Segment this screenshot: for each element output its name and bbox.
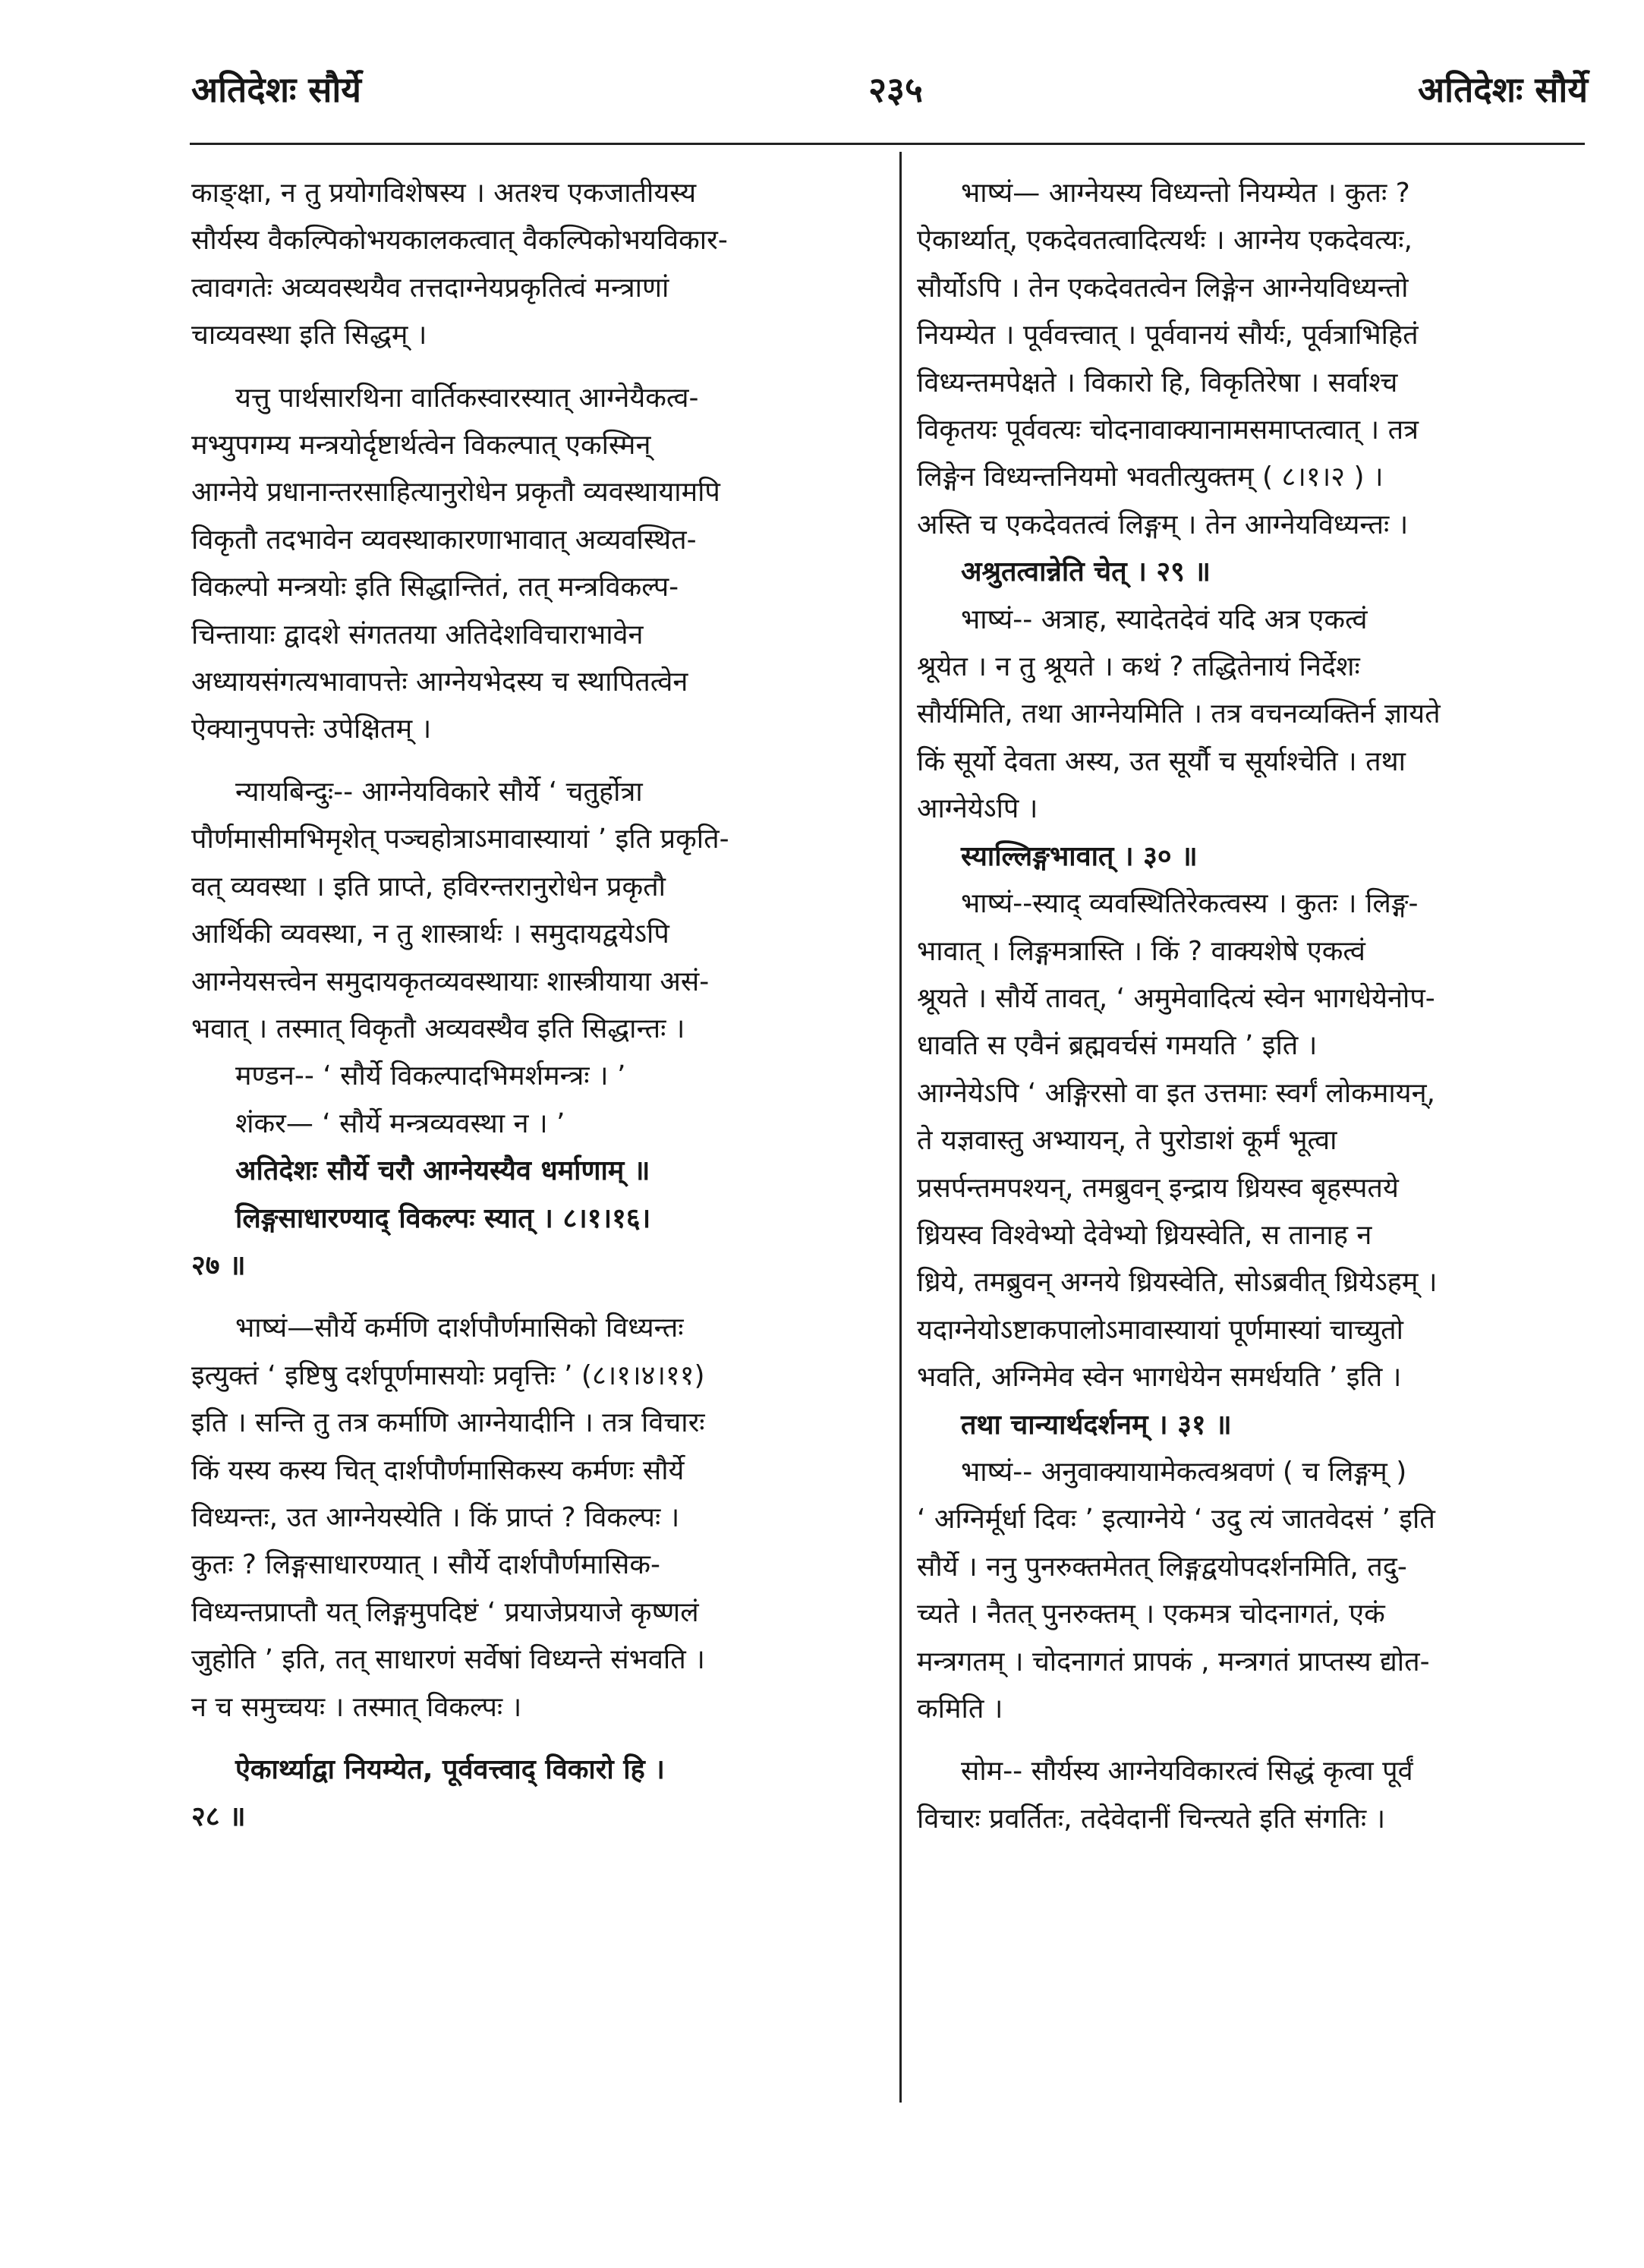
text-line: ते यज्ञवास्तु अभ्यायन्, ते पुरोडाशं कूर्मं भूत्वा [917,1125,1337,1157]
text-line: प्रसर्पन्तमपश्यन्, तमब्रुवन् इन्द्राय ध्रियस्व बृहस्पतये [917,1172,1399,1204]
text-line: भाष्यं— आग्नेयस्य विध्यन्तो नियम्येत । कुतः ? [961,178,1410,209]
text-line: च्यते । नैतत् पुनरुक्तम् । एकमत्र चोदनागतं, एकं [917,1599,1385,1630]
text-line: ध्रिये, तमब्रुवन् अग्नये ध्रियस्वेति, सोऽब्रवीत् ध्रियेऽहम् । [917,1267,1438,1299]
text-line: पौर्णमासीमभिमृशेत् पञ्चहोत्राऽमावास्यायां ’ इति प्रकृति- [191,824,729,855]
text-line: मन्त्रगतम् । चोदनागतं प्रापकं , मन्त्रगतं प्राप्तस्य द्योत- [917,1646,1430,1677]
text-line: २७ ॥ [191,1249,246,1281]
text-line: शंकर— ‘ सौर्ये मन्त्रव्यवस्था न । ’ [235,1107,565,1139]
text-line: ऐकार्थ्यात्, एकदेवतत्वादित्यर्थः । आग्नेय एकदेवत्यः, [917,225,1413,257]
text-line: मभ्युपगम्य मन्त्रयोर्दृष्टार्थत्वेन विकल्पात् एकस्मिन् [191,430,651,461]
text-line: अध्यायसंगत्यभावापत्तेः आग्नेयभेदस्य च स्थापितत्वेन [191,666,688,698]
text-line: किं यस्य कस्य चित् दार्शपौर्णमासिकस्य कर्मणः सौर्ये [191,1454,685,1486]
text-line: भाष्यं--स्याद् व्यवस्थितिरेकत्वस्य । कुतः । लिङ्ग- [961,888,1419,920]
text-line: चिन्तायाः द्वादशे संगततया अतिदेशविचाराभावेन [191,619,644,650]
running-head-left: अतिदेशः सौर्ये [191,69,361,110]
text-line: कुतः ? लिङ्गसाधारण्यात् । सौर्ये दार्शपौर्णमासिक- [191,1549,661,1581]
text-line: जुहोति ’ इति, तत् साधारणं सर्वेषां विध्यन्ते संभवति । [191,1644,705,1676]
text-line: न्यायबिन्दुः-- आग्नेयविकारे सौर्ये ‘ चतुर्होत्रा [235,776,643,808]
text-line: आग्नेये प्रधानान्तरसाहित्यानुरोधेन प्रकृतौ व्यवस्थायामपि [191,477,720,509]
text-line: ध्रियस्व विश्वेभ्यो देवेभ्यो ध्रियस्वेति, स तानाह न [917,1219,1372,1251]
text-line: त्वावगतेः अव्यवस्थयैव तत्तदाग्नेयप्रकृतित्वं मन्त्राणां [191,272,669,304]
text-line: विकृतौ तदभावेन व्यवस्थाकारणाभावात् अव्यवस्थित- [191,524,697,556]
left-column [191,170,874,1841]
text-line: धावति स एवैनं ब्रह्मवर्चसं गमयति ’ इति । [917,1030,1318,1062]
text-line: किं सूर्यो देवता अस्य, उत सूर्यौ च सूर्याश्चेति । तथा [917,745,1406,777]
column-divider [899,152,902,2103]
right-column [917,170,1585,1843]
text-line: श्रूयेत । न तु श्रूयते । कथं ? तद्धितेनायं निर्देशः [917,651,1360,683]
text-line: इत्युक्तं ‘ इष्टिषु दर्शपूर्णमासयोः प्रवृत्तिः ’ (८।१।४।११) [191,1359,705,1391]
header-rule [190,143,1585,145]
text-line: सौर्योऽपि । तेन एकदेवतत्वेन लिङ्गेन आग्नेयविध्यन्तो [917,272,1409,304]
text-line: भवात् । तस्मात् विकृतौ अव्यवस्थैव इति सिद्धान्तः । [191,1013,685,1044]
text-line: विध्यन्तमपेक्षते । विकारो हि, विकृतिरेषा । सर्वाश्च [917,367,1398,398]
text-line: भाष्यं-- अत्राह, स्यादेतदेवं यदि अत्र एकत्वं [961,603,1368,635]
text-line: लिङ्गेन विध्यन्तनियमो भवतीत्युक्तम् ( ८।१।२ ) । [917,461,1384,493]
text-line: अश्रुतत्वान्नेति चेत् । २९ ॥ [961,556,1211,588]
text-line: लिङ्गसाधारण्याद् विकल्पः स्यात् । ८।१।१६। [235,1202,651,1234]
text-line: आग्नेयेऽपि । [917,793,1038,825]
text-line: आग्नेयेऽपि ‘ अङ्गिरसो वा इत उत्तमाः स्वर्गं लोकमायन्, [917,1077,1435,1109]
text-line: आग्नेयसत्त्वेन समुदायकृतव्यवस्थायाः शास्त्रीयाया असं- [191,965,710,997]
text-line: मण्डन-- ‘ सौर्ये विकल्पादभिमर्शमन्त्रः । ’ [235,1060,626,1092]
text-line: २८ ॥ [191,1801,246,1833]
text-line: सोम-- सौर्यस्य आग्नेयविकारत्वं सिद्धं कृत्वा पूर्वं [961,1756,1413,1788]
text-line: स्याल्लिङ्गभावात् । ३० ॥ [961,840,1198,872]
text-line: सौर्ये । ननु पुनरुक्तमेतत् लिङ्गद्वयोपदर्शनमिति, तदु- [917,1551,1407,1583]
text-line: ऐक्यानुपपत्तेः उपेक्षितम् । [191,713,432,745]
text-line: भाष्यं—सौर्ये कर्मणि दार्शपौर्णमासिको विध्यन्तः [235,1312,684,1344]
text-line: सौर्यमिति, तथा आग्नेयमिति । तत्र वचनव्यक्तिर्न ज्ञायते [917,698,1441,730]
text-line: नियम्येत । पूर्ववत्त्वात् । पूर्ववानयं सौर्यः, पूर्वत्राभिहितं [917,320,1419,351]
text-line: यदाग्नेयोऽष्टाकपालोऽमावास्यायां पूर्णमास्यां चाच्युतो [917,1314,1403,1346]
text-line: आर्थिकी व्यवस्था, न तु शास्त्रार्थः । समुदायद्वयेऽपि [191,918,669,950]
page-number: २३५ [868,69,923,110]
text-line: कमिति । [917,1693,1003,1725]
text-line: यत्तु पार्थसारथिना वार्तिकस्वारस्यात् आग्नेयैकत्व- [235,382,699,414]
text-line: ‘ अग्निर्मूर्धा दिवः ’ इत्याग्नेये ‘ उदु त्यं जातवेदसं ’ इति [917,1504,1435,1536]
text-line: चाव्यवस्था इति सिद्धम् । [191,320,427,351]
text-line: वत् व्यवस्था । इति प्राप्ते, हविरन्तरानुरोधेन प्रकृतौ [191,871,666,902]
text-line: इति । सन्ति तु तत्र कर्माणि आग्नेयादीनि । तत्र विचारः [191,1407,705,1439]
text-line: काङ्क्षा, न तु प्रयोगविशेषस्य । अतश्च एकजातीयस्य [191,178,697,209]
text-line: विध्यन्तप्राप्तौ यत् लिङ्गमुपदिष्टं ‘ प्रयाजेप्रयाजे कृष्णलं [191,1596,699,1628]
text-line: ऐकार्थ्याद्वा नियम्येत, पूर्ववत्त्वाद् विकारो हि । [235,1754,665,1785]
text-line: अस्ति च एकदेवतत्वं लिङ्गम् । तेन आग्नेयविध्यन्तः । [917,509,1409,540]
running-head-right: अतिदेशः सौर्ये [1418,69,1588,110]
text-line: श्रूयते । सौर्ये तावत्, ‘ अमुमेवादित्यं स्वेन भागधेयेनोप- [917,982,1435,1014]
text-line: सौर्यस्य वैकल्पिकोभयकालकत्वात् वैकल्पिकोभयविकार- [191,225,728,257]
text-line: तथा चान्यार्थदर्शनम् । ३१ ॥ [961,1409,1232,1441]
text-line: भाष्यं-- अनुवाक्यायामेकत्वश्रवणं ( च लिङ्गम् ) [961,1456,1407,1488]
text-line: अतिदेशः सौर्ये चरौ आग्नेयस्यैव धर्माणाम् ॥ [235,1155,650,1187]
text-line: न च समुच्चयः । तस्मात् विकल्पः । [191,1691,522,1723]
text-line: विचारः प्रवर्तितः, तदेवेदानीं चिन्त्यते इति संगतिः । [917,1803,1386,1835]
text-line: भवति, अग्निमेव स्वेन भागधेयेन समर्धयति ’ इति । [917,1362,1402,1394]
text-line: विकल्पो मन्त्रयोः इति सिद्धान्तितं, तत् मन्त्रविकल्प- [191,572,679,603]
text-line: विकृतयः पूर्ववत्यः चोदनावाक्यानामसमाप्तत्वात् । तत्र [917,414,1419,446]
text-line: विध्यन्तः, उत आग्नेयस्येति । किं प्राप्तं ? विकल्पः । [191,1501,680,1533]
text-line: भावात् । लिङ्गमत्रास्ति । किं ? वाक्यशेषे एकत्वं [917,935,1365,967]
